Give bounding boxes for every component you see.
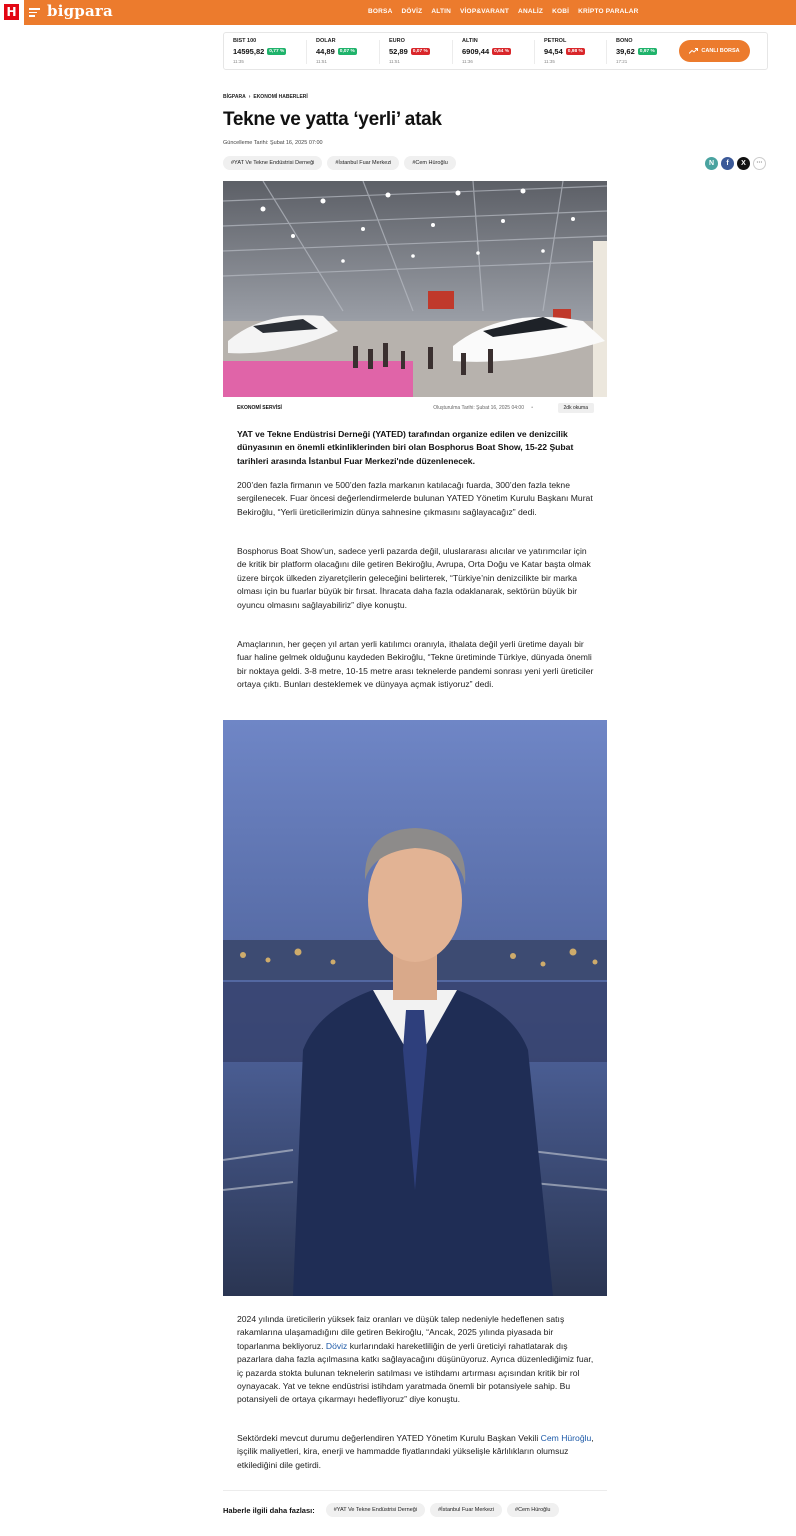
divider — [606, 40, 607, 64]
divider — [452, 40, 453, 64]
ticker-time: 11:51 — [316, 59, 327, 64]
paragraph-text: 2024 yılında üreticilerin yüksek faiz oranları ve düşük talep nedeniyle hedeflenen satış rakamlarına ulaşamadığını dile getiren Bekiroğlu, “Ancak, 2025 yılında piyasada bir toparlanma bekliyoruz. — [237, 1314, 565, 1351]
ticker-change: 0,07 % — [339, 49, 355, 54]
paragraph-text: Sektördeki mevcut durumu değerlendiren YATED Yönetim Kurulu Başkan Vekili — [237, 1433, 541, 1443]
ticker-item[interactable] — [316, 38, 384, 64]
ticker-item[interactable] — [544, 38, 612, 64]
divider — [306, 40, 307, 64]
tag-cem[interactable]: #Cem Hüroğlu — [507, 1503, 558, 1517]
brand-logo[interactable]: bigpara — [47, 2, 113, 20]
read-time-badge: 2dk okuma — [558, 403, 594, 413]
link-cem-huroglu[interactable]: Cem Hüroğlu — [540, 1433, 592, 1443]
ticker-name: EURO — [389, 38, 405, 44]
google-news-icon[interactable]: N — [705, 157, 718, 170]
tag-cem[interactable]: #Cem Hüroğlu — [404, 156, 455, 170]
x-icon[interactable]: X — [737, 157, 750, 170]
facebook-icon[interactable]: f — [721, 157, 734, 170]
ticker-time: 11:35 — [233, 59, 244, 64]
nav-altin[interactable]: ALTIN — [431, 8, 452, 15]
header-bar — [24, 0, 796, 25]
paragraph-text: kurlarındaki hareketliliğin de yerli üreticiyi rahatlatarak dış pazarlara daha fazla açılmasına katkı sağlayacağını düşünüyoruz. Ayrıca düzenlediğimiz fuar, iç pazarda stokta bulunan teknelerin satılması ve istihdamı artırması açısından kritik bir rol oynayacak. Yat ve tekne endüstrisi istihdam yaratmada önemli bir potansiyele sahip. Bu potansiyeli de ortaya çıkarmayı hedefliyoruz” diye konuştu. — [237, 1340, 594, 1405]
ticker-change: 0,64 % — [494, 49, 510, 54]
created-date: Oluşturulma Tarihi: Şubat 16, 2025 04:00 — [433, 405, 524, 411]
ticker-change: 0,98 % — [567, 49, 583, 54]
article-meta — [237, 405, 594, 415]
market-ticker — [223, 32, 768, 70]
hero-image — [223, 181, 607, 397]
updated-date: Güncelleme Tarihi: Şubat 16, 2025 07:00 — [223, 140, 323, 146]
divider — [379, 40, 380, 64]
portrait-image — [223, 720, 607, 1296]
boat-show-photo — [223, 181, 607, 397]
menu-icon[interactable] — [29, 8, 40, 17]
ticker-name: DOLAR — [316, 38, 336, 44]
nav-doviz[interactable]: DÖVİZ — [401, 8, 423, 15]
tag-fuar[interactable]: #İstanbul Fuar Merkezi — [327, 156, 399, 170]
breadcrumb — [223, 94, 308, 100]
ticker-value: 44,89 — [316, 47, 335, 56]
paragraph: Amaçlarının, her geçen yıl artan yerli katılımcı oranıyla, ithalata değil yerli üretime dayalı bir fuar haline gelmek olduğunu kaydeden Bekiroğlu, “Tekne üretiminde Türkiye, dünyada önemli bir noktaya geldi. 3-8 metre, 10-15 metre arası teknelerde pandemi sonrası yeni yerli üreticiler ortaya çıktı. Bunları desteklemek ve dünyaya açmak istiyoruz” dedi. — [237, 639, 594, 690]
ticker-value: 39,62 — [616, 47, 635, 56]
ticker-time: 17:21 — [616, 59, 628, 64]
ticker-item[interactable] — [462, 38, 530, 64]
breadcrumb-section[interactable]: EKONOMİ HABERLERİ — [253, 94, 308, 100]
live-borsa-label: CANLI BORSA — [701, 48, 740, 54]
share-buttons — [705, 157, 766, 170]
author[interactable]: EKONOMİ SERVİSİ — [237, 405, 282, 411]
ticker-change: 0,07 % — [412, 49, 428, 54]
ticker-time: 11:51 — [389, 59, 400, 64]
paragraph — [237, 1432, 597, 1472]
ticker-time: 11:36 — [462, 59, 473, 64]
ticker-name: BONO — [616, 38, 633, 44]
main-nav — [368, 8, 647, 15]
ticker-time: 11:35 — [544, 59, 555, 64]
chevron-right-icon: › — [248, 94, 251, 100]
tag-list — [223, 156, 456, 170]
lead-paragraph: YAT ve Tekne Endüstrisi Derneği (YATED) tarafından organize edilen ve denizcilik dünyasının en önemli etkinliklerinden biri olan Bosphorus Boat Show, 15-22 Şubat tarihleri arasında İstanbul Fuar Merkezi'nde düzenlenecek. — [237, 429, 574, 466]
related-tags — [223, 1503, 559, 1517]
portrait-photo — [223, 720, 607, 1296]
paragraph: Bosphorus Boat Show’un, sadece yerli pazarda değil, uluslararası alıcılar ve yatırımcılar için de kritik bir platform olacağını dile getiren Bekiroğlu, Avrupa, Orta Doğu ve Katar başta olmak üzere birçok ülkeden ziyaretçilerin geleceğini belirterek, “Türkiye’nin denizcilikte bir marka olması için bu fuarlar büyük bir fırsat. İhracata daha fazla odaklanarak, sektörün büyük bir oyuncu olmasını sağlayabiliriz” diye konuştu. — [237, 546, 591, 610]
nav-borsa[interactable]: BORSA — [368, 8, 393, 15]
paragraph: 200’den fazla firmanın ve 500’den fazla markanın katılacağı fuarda, 300’den fazla tekne sergilenecek. Fuar öncesi değerlendirmelerde bulunan YATED Yönetim Kurulu Başkanı Murat Bekiroğlu, “Yerli üreticilerimizin dünya sahnesine çıkmasını sağlayacağız” dedi. — [237, 480, 593, 517]
divider — [534, 40, 535, 64]
paragraph — [237, 1313, 597, 1407]
nav-analiz[interactable]: ANALİZ — [518, 8, 544, 15]
ticker-change: 0,77 % — [269, 49, 285, 54]
breadcrumb-home[interactable]: BİGPARA — [223, 94, 246, 100]
separator-dot: • — [531, 405, 533, 411]
ticker-item[interactable] — [616, 38, 684, 64]
nav-viop[interactable]: VİOP&VARANT — [460, 8, 510, 15]
divider — [223, 1490, 607, 1491]
nav-kobi[interactable]: KOBİ — [552, 8, 570, 15]
tag-yated[interactable]: #YAT Ve Tekne Endüstrisi Derneği — [223, 156, 322, 170]
ticker-name: PETROL — [544, 38, 567, 44]
ticker-value: 52,89 — [389, 47, 408, 56]
top-bar — [0, 0, 796, 25]
ticker-value: 14595,82 — [233, 47, 265, 56]
nav-kripto[interactable]: KRİPTO PARALAR — [578, 8, 639, 15]
ticker-item[interactable] — [233, 38, 301, 64]
live-borsa-button[interactable] — [679, 40, 750, 62]
ticker-value: 6909,44 — [462, 47, 490, 56]
article-title: Tekne ve yatta ‘yerli’ atak — [223, 109, 442, 130]
ticker-name: BIST 100 — [233, 38, 257, 44]
link-doviz[interactable]: Döviz — [325, 1340, 348, 1351]
ticker-change: 0,97 % — [639, 49, 655, 54]
tag-fuar[interactable]: #İstanbul Fuar Merkezi — [430, 1503, 502, 1517]
trend-up-icon — [689, 48, 698, 54]
tag-yated[interactable]: #YAT Ve Tekne Endüstrisi Derneği — [326, 1503, 425, 1517]
paragraph-text: , işçilik maliyetleri, kira, enerji ve hammadde fiyatlarındaki yükselişle kârlılıkların olumsuz etkilediğini dile getirdi. — [237, 1433, 594, 1470]
more-icon[interactable]: ··· — [753, 157, 766, 170]
ticker-value: 94,54 — [544, 47, 563, 56]
ticker-name: ALTIN — [462, 38, 478, 44]
ticker-item[interactable] — [389, 38, 457, 64]
related-label: Haberle ilgili daha fazlası: — [223, 1505, 315, 1515]
hurriyet-logo[interactable]: H — [4, 4, 19, 20]
